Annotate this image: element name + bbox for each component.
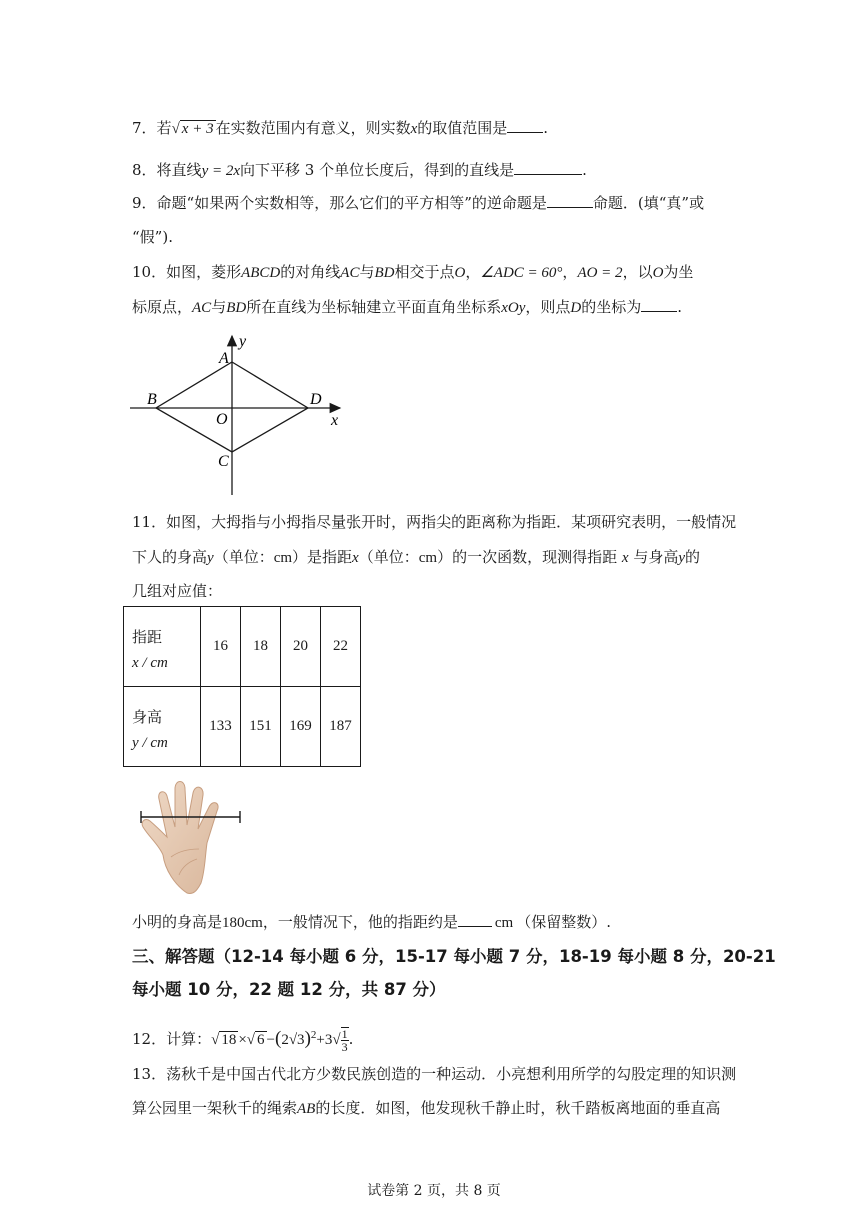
q11-x: x (352, 550, 359, 566)
q11-end-text: ，一般情况下，他的指距约是 (262, 913, 458, 931)
q9-text-2: “假”). (132, 228, 173, 246)
q10-bd: BD (226, 300, 247, 316)
radicand: 18 (221, 1032, 237, 1048)
table-head-cell (124, 607, 201, 687)
q7-text-pre: 若 (156, 119, 172, 137)
q10-angle: ∠ADC = 60° (480, 265, 563, 281)
question-9-line1 (132, 193, 704, 213)
q10-text: 相交于点 (394, 263, 455, 281)
q10-text: ，则点 (525, 298, 571, 316)
question-11-line3 (132, 581, 222, 601)
q10-text: 与 (359, 263, 375, 281)
q11-text: 与身高 (633, 548, 679, 566)
q11-text: （单位： (358, 548, 419, 566)
sqrt-6: √ 6 (246, 1032, 265, 1048)
question-9-line2 (132, 227, 173, 247)
question-12: 12．计算：√ 18 ×√ $6 -(2√3)^2+3√$ $\frac{1}{3}$ . (132, 1020, 353, 1055)
q11-text: （单位： (213, 548, 274, 566)
table-cell: 187 (321, 687, 361, 767)
q10-text: 的坐标为 (581, 298, 642, 316)
q10-bd: BD (374, 265, 395, 281)
table-cell: 18 (241, 607, 281, 687)
q10-text: 10．如图，菱形 (132, 263, 242, 281)
label-C: C (218, 453, 229, 470)
question-11-line1 (132, 512, 736, 532)
label-D: D (310, 391, 322, 408)
row-head-unit: y / cm (132, 734, 168, 751)
q10-abcd: ABCD (241, 265, 281, 281)
question-number: 7． (132, 119, 157, 137)
label-x: x (331, 412, 339, 429)
answer-blank (458, 912, 492, 927)
q7-text-mid: 在实数范围内有意义，则实数 (215, 119, 411, 137)
q10-xoy: xOy (501, 300, 526, 316)
label-B: B (147, 391, 157, 408)
table-cell: 20 (281, 607, 321, 687)
q11-text: ）是指距 (292, 548, 353, 566)
sqrt-18: √ 18 (211, 1032, 237, 1048)
hand-illustration (135, 775, 250, 900)
q10-end: . (677, 298, 683, 316)
q8-equation: y = 2x (201, 163, 240, 179)
label-y: y (239, 333, 247, 350)
q10-text: 所在直线为坐标轴建立平面直角坐标系 (246, 298, 502, 316)
question-11-ending (132, 912, 611, 933)
q9-text: 9．命题“如果两个实数相等，那么它们的平方相等”的逆命题是 (132, 194, 547, 212)
q13-ab: AB (297, 1101, 316, 1117)
label-O: O (216, 411, 228, 428)
q10-text: 标原点， (132, 298, 193, 316)
question-13-line1 (132, 1064, 736, 1084)
q10-text: 的对角线 (280, 263, 341, 281)
q8-text-post: 向下平移 3 个单位长度后，得到的直线是 (240, 161, 515, 179)
table-cell: 16 (201, 607, 241, 687)
minus-sign: − (266, 1032, 275, 1048)
section-3-heading: 三、解答题（12-14 每小题 6 分，15-17 每小题 7 分，18-19 每小题 8 分，20-21 (132, 947, 776, 966)
plus-term: +3 (316, 1032, 333, 1048)
question-11-line2: 下人的身高y（单位：cm）是指距x（单位：cm）的一次函数，现测得指距 x 与身高y的 (132, 548, 701, 566)
exponent: 2 (310, 1029, 317, 1041)
frac-num: 1 (341, 1027, 348, 1041)
table-cell: 151 (241, 687, 281, 767)
times-sign: × (238, 1032, 247, 1048)
frac-den: 3 (341, 1040, 348, 1054)
table-head-cell (124, 687, 201, 767)
q13-text: 算公园里一架秋千的绳索 (132, 1099, 298, 1117)
q13-text: 13．荡秋千是中国古代北方少数民族创造的一种运动．小亮想利用所学的勾股定理的知识测 (132, 1065, 737, 1083)
q8-end: . (582, 161, 587, 179)
q10-text: 为坐 (663, 263, 694, 281)
question-number: 8． (132, 161, 157, 179)
q11-y: y (207, 550, 214, 566)
q7-var: x (410, 121, 418, 137)
sqrt-expression: √ x + 3 (171, 121, 214, 137)
q11-unit: cm (273, 550, 293, 566)
fraction (341, 1027, 349, 1053)
answer-blank (641, 297, 677, 312)
q11-x: x (621, 550, 629, 566)
rhombus-figure (125, 330, 355, 500)
question-8 (132, 160, 587, 181)
q7-text-post: 的取值范围是 (417, 119, 508, 137)
paren-expression: 2√3 (281, 1032, 305, 1048)
q11-unit: cm (418, 550, 438, 566)
table-row (124, 687, 361, 767)
q11-y: y (678, 550, 685, 566)
answer-blank (507, 118, 543, 133)
q10-text: ，以 (622, 263, 653, 281)
q10-ao: AO = 2 (577, 265, 623, 281)
row-head-label: 指距 (132, 627, 163, 646)
data-table (123, 606, 361, 767)
label-A: A (219, 350, 229, 367)
q10-o: O (454, 265, 466, 281)
q9-text-b: 命题．(填“真”或 (592, 194, 705, 212)
question-7 (132, 118, 548, 139)
q12-end: . (348, 1030, 354, 1048)
q11-text: 几组对应值： (132, 582, 223, 600)
answer-blank (547, 193, 593, 208)
answer-blank (514, 160, 582, 175)
row-head-label: 身高 (132, 707, 163, 726)
q11-end-text: （保留整数）. (516, 913, 611, 931)
section-3-heading-2: 每小题 10 分，22 题 12 分，共 87 分） (132, 980, 446, 999)
q7-end: . (543, 119, 549, 137)
row-head-unit: x / cm (132, 654, 168, 671)
q11-end-text: 小明的身高是 (132, 913, 223, 931)
page-footer: 试卷第 2 页，共 8 页 (367, 1183, 501, 1199)
radicand: 6 (257, 1032, 265, 1048)
q11-unit: cm (494, 915, 514, 931)
q11-text: 11．如图，大拇指与小拇指尽量张开时，两指尖的距离称为指距．某项研究表明，一般情况 (132, 513, 737, 531)
q10-ac: AC (192, 300, 212, 316)
table-row (124, 607, 361, 687)
q11-text: 下人的身高 (132, 548, 208, 566)
table-cell: 133 (201, 687, 241, 767)
q11-height: 180cm (222, 915, 263, 931)
question-13-line2 (132, 1098, 720, 1119)
radicand: x + 3 (181, 121, 214, 137)
q13-text: 的长度．如图，他发现秋千静止时，秋千踏板离地面的垂直高 (315, 1099, 721, 1117)
q8-text-pre: 将直线 (156, 161, 202, 179)
q10-text: 与 (211, 298, 227, 316)
table-cell: 169 (281, 687, 321, 767)
question-10-line1: 10．如图，菱形ABCD的对角线AC与BD相交于点O，∠ADC = 60°，AO = 2，以O为坐 (132, 263, 694, 281)
question-number: 12．计算： (132, 1030, 212, 1048)
question-10-line2 (132, 297, 682, 318)
table-cell: 22 (321, 607, 361, 687)
q10-o: O (652, 265, 664, 281)
q10-ac: AC (340, 265, 360, 281)
q11-text: ）的一次函数，现测得指距 (437, 548, 618, 566)
q10-d: D (570, 300, 582, 316)
